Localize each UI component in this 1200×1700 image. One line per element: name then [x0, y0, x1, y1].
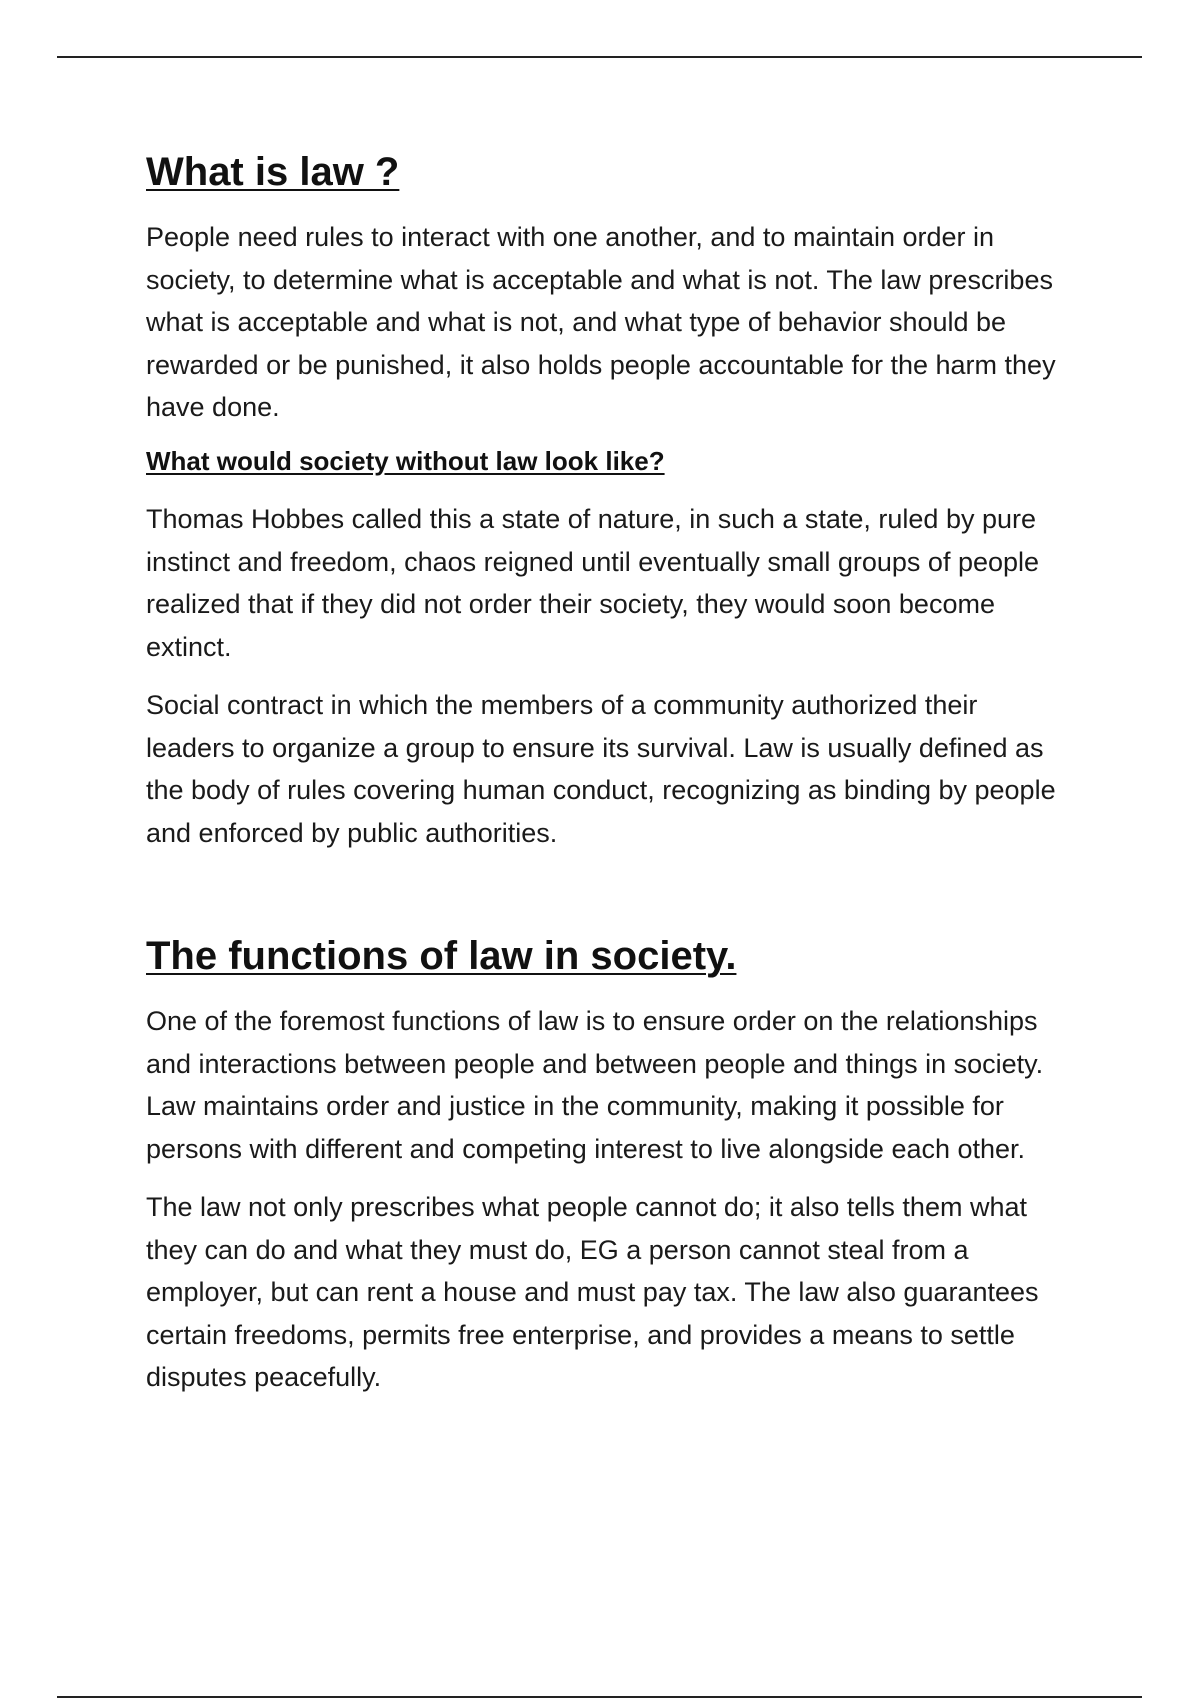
paragraph: The law not only prescribes what people cannot do; it also tells them what they can do and what they must do, EG a person cannot steal from a employer, but can rent a house and must pay tax. The law also guarantees certain freedoms, permits free enterprise, and provides a means to settle disputes peacefully.	[146, 1192, 1039, 1393]
top-divider	[57, 56, 1142, 58]
paragraph: People need rules to interact with one another, and to maintain order in society, to determine what is acceptable and what is not. The law prescribes what is acceptable and what is not, and what type of behavior should be rewarded or be punished, it also holds people accountable for the harm they have done.	[146, 222, 1056, 422]
paragraph: Thomas Hobbes called this a state of nature, in such a state, ruled by pure instinct and freedom, chaos reigned until eventually small groups of people realized that if they did not order their society, they would soon become extinct.	[146, 504, 1040, 662]
paragraph: One of the foremost functions of law is to ensure order on the relationships and interactions between people and between people and things in society. Law maintains order and justice in the community, making it possible for persons with different and competing interest to live alongside each other.	[146, 1006, 1044, 1164]
subheading-society-without-law: What would society without law look like?	[146, 445, 665, 476]
bottom-divider	[57, 1696, 1142, 1698]
document-body	[146, 150, 1066, 1415]
section-heading-what-is-law: What is law ?	[146, 150, 400, 194]
section-heading-functions-of-law: The functions of law in society.	[146, 934, 737, 979]
paragraph: Social contract in which the members of a community authorized their leaders to organize a group to ensure its survival. Law is usually defined as the body of rules covering human conduct, recognizing as binding by people and enforced by public authorities.	[146, 690, 1056, 848]
